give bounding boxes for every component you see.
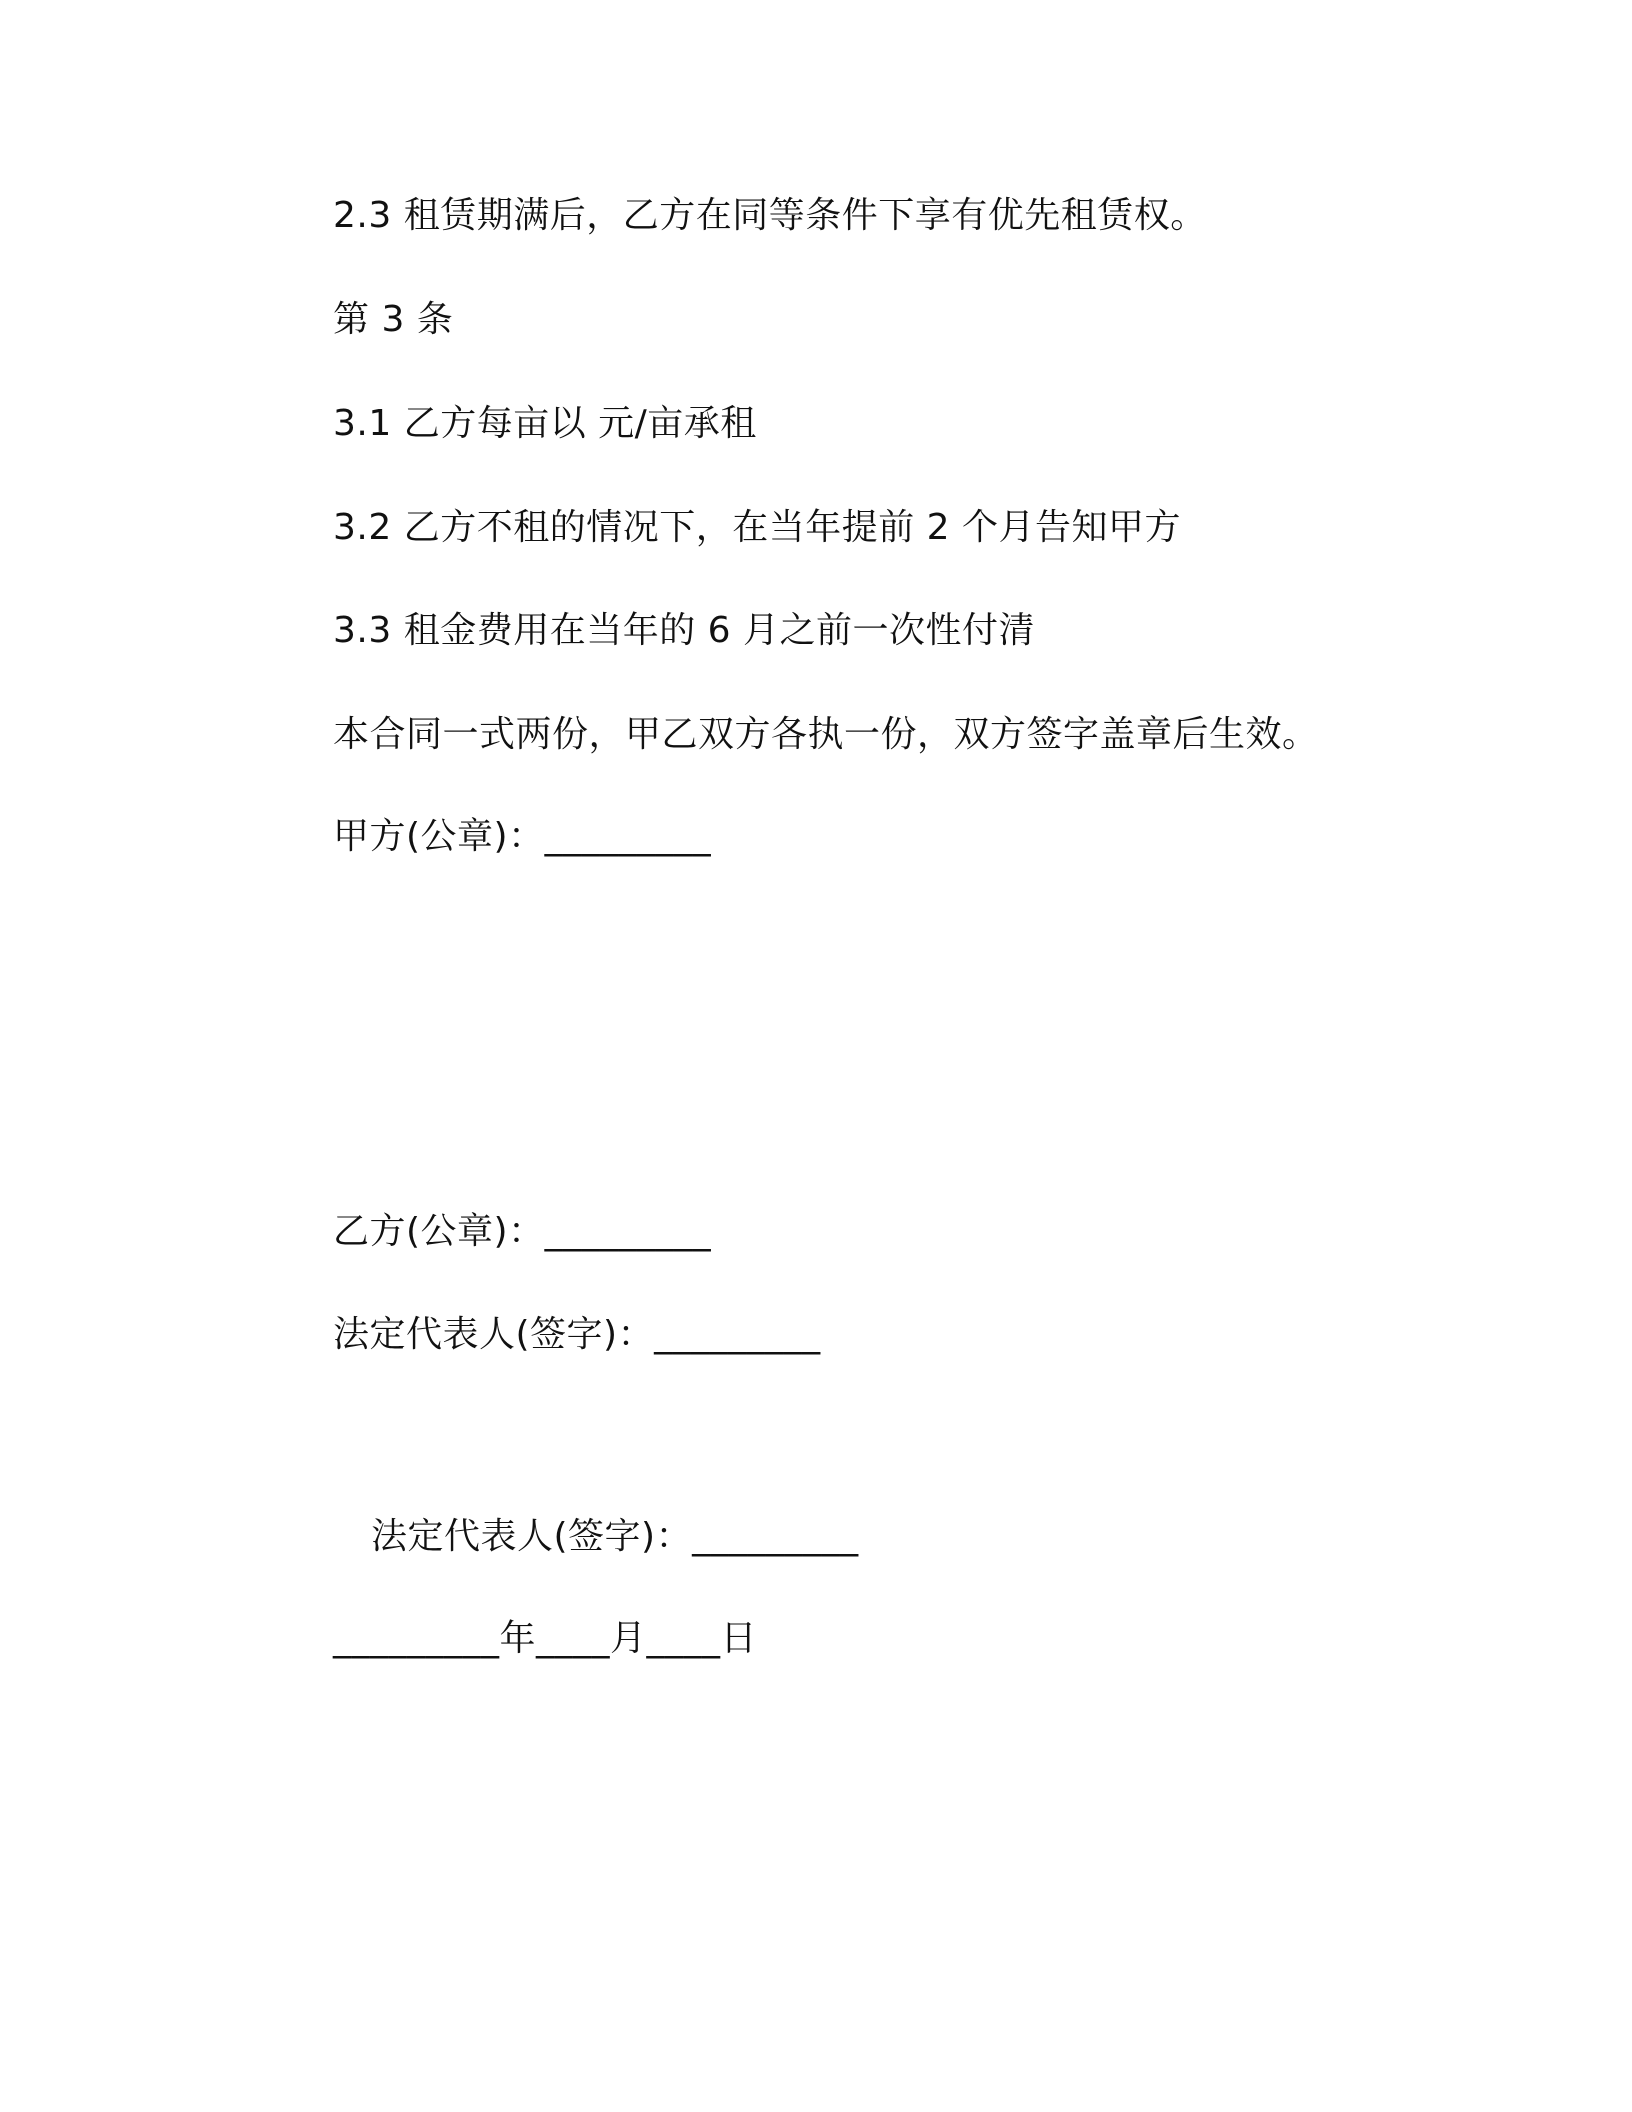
clause-3-3: 3.3 租金费用在当年的 6 月之前一次性付清 — [333, 610, 1035, 651]
article-3-heading: 第 3 条 — [333, 299, 454, 340]
party-a-seal-line: 甲方(公章)：_________ — [333, 816, 712, 857]
clause-3-1: 3.1 乙方每亩以 元/亩承租 — [333, 403, 757, 444]
date-line: _________年____月____日 — [333, 1618, 757, 1659]
clause-3-2: 3.2 乙方不租的情况下，在当年提前 2 个月告知甲方 — [333, 507, 1181, 548]
clause-2-3: 2.3 租赁期满后，乙方在同等条件下享有优先租赁权。 — [333, 195, 1207, 236]
legal-representative-signature-line: 法定代表人(签字)：_________ — [333, 1314, 821, 1355]
legal-representative-signature-line-2: 法定代表人(签字)：_________ — [371, 1516, 859, 1557]
contract-validity-statement: 本合同一式两份，甲乙双方各执一份，双方签字盖章后生效。 — [333, 714, 1319, 755]
party-b-seal-line: 乙方(公章)：_________ — [333, 1211, 712, 1252]
